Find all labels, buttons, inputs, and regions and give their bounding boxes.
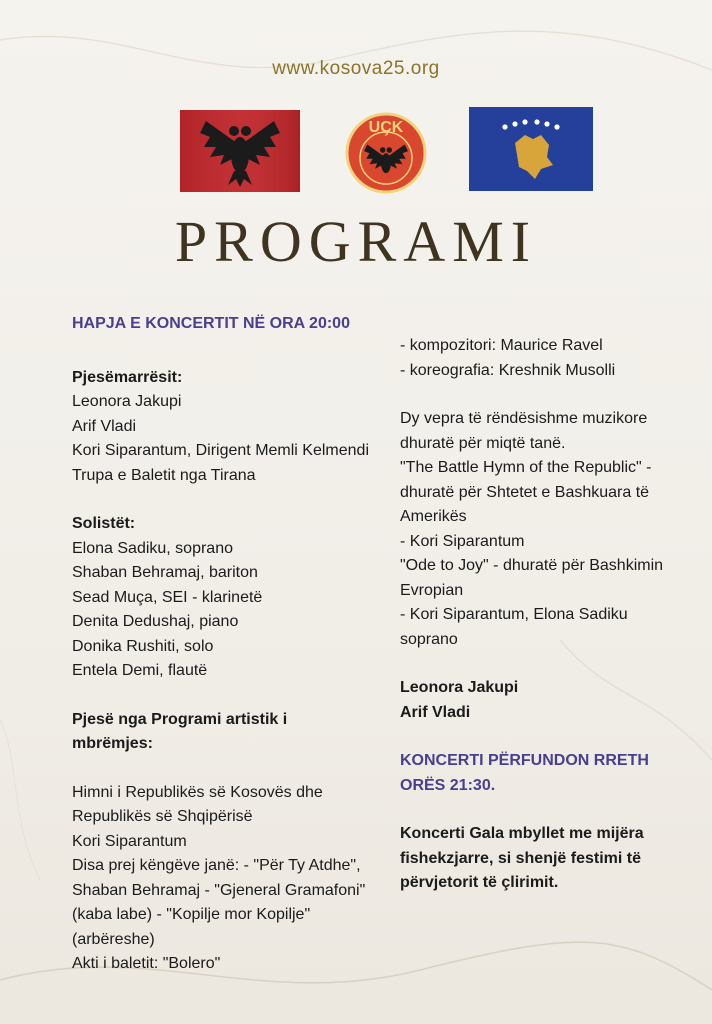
closing-line: Koncerti Gala mbyllet me mijëra — [400, 825, 644, 842]
opening-time-heading: HAPJA E KONCERTIT NË ORA 20:00 — [72, 315, 350, 332]
soloist-item: Elona Sadiku, soprano — [72, 539, 233, 557]
participant-item: Arif Vladi — [72, 417, 137, 435]
albania-flag-icon — [180, 110, 300, 192]
soloist-item: Denita Dedushaj, piano — [72, 613, 239, 630]
works-line: - Kori Siparantum — [400, 532, 525, 550]
page-title: PROGRAMI — [174, 209, 538, 274]
host-name: Arif Vladi — [400, 703, 471, 721]
credit-line: - kompozitori: Maurice Ravel — [400, 337, 603, 354]
closing-line: fishekzjarre, si shenjë festimi të — [400, 849, 641, 867]
program-line: Disa prej këngëve janë: - "Për Ty Atdhe", — [72, 857, 361, 874]
soloist-item: Entela Demi, flautë — [72, 662, 208, 679]
program-line: (kaba labe) - "Kopilje mor Kopilje" — [72, 906, 311, 923]
works-line: Evropian — [400, 581, 464, 599]
works-line: Dy vepra të rëndësishme muzikore — [400, 410, 648, 427]
emblem-text: UÇK — [368, 119, 404, 136]
uck-emblem-icon — [345, 106, 427, 196]
program-line: Republikës së Shqipërisë — [72, 808, 253, 825]
participant-item: Leonora Jakupi — [72, 393, 182, 410]
participant-item: Kori Siparantum, Dirigent Memli Kelmendi — [72, 442, 369, 459]
website-url: www.kosova25.org — [272, 58, 440, 79]
closing-line: përvjetorit të çlirimit. — [400, 874, 559, 891]
right-column — [400, 334, 690, 896]
soloist-item: Shaban Behramaj, bariton — [72, 564, 258, 581]
works-line: soprano — [400, 630, 458, 648]
soloists-heading: Solistët: — [72, 515, 136, 532]
works-line: dhuratë për Shtetet e Bashkuara të — [400, 483, 650, 501]
host-name: Leonora Jakupi — [400, 679, 519, 696]
works-line: "Ode to Joy" - dhuratë për Bashkimin — [400, 557, 664, 574]
program-line: (arbëreshe) — [72, 930, 155, 948]
participants-heading: Pjesëmarrësit: — [72, 368, 183, 386]
credit-line: - koreografia: Kreshnik Musolli — [400, 361, 616, 379]
left-column — [72, 312, 372, 977]
works-line: dhuratë për miqtë tanë. — [400, 434, 566, 452]
works-line: Amerikës — [400, 508, 467, 525]
program-heading: Pjesë nga Programi artistik i — [72, 710, 288, 728]
program-line: Shaban Behramaj - "Gjeneral Gramafoni" — [72, 881, 366, 899]
kosovo-flag-icon — [469, 107, 593, 191]
program-line: Himni i Republikës së Kosovës dhe — [72, 783, 323, 801]
program-line: Akti i baletit: "Bolero" — [72, 955, 221, 972]
participant-item: Trupa e Baletit nga Tirana — [72, 466, 256, 484]
program-line: Kori Siparantum — [72, 832, 187, 850]
works-line: - Kori Siparantum, Elona Sadiku — [400, 606, 628, 623]
end-time-heading-cont: ORËS 21:30. — [400, 776, 496, 794]
program-heading-cont: mbrëmjes: — [72, 735, 153, 752]
soloist-item: Sead Muça, SEI - klarinetë — [72, 588, 263, 606]
end-time-heading: KONCERTI PËRFUNDON RRETH — [400, 752, 649, 769]
works-line: "The Battle Hymn of the Republic" - — [400, 459, 652, 476]
soloist-item: Donika Rushiti, solo — [72, 637, 214, 655]
